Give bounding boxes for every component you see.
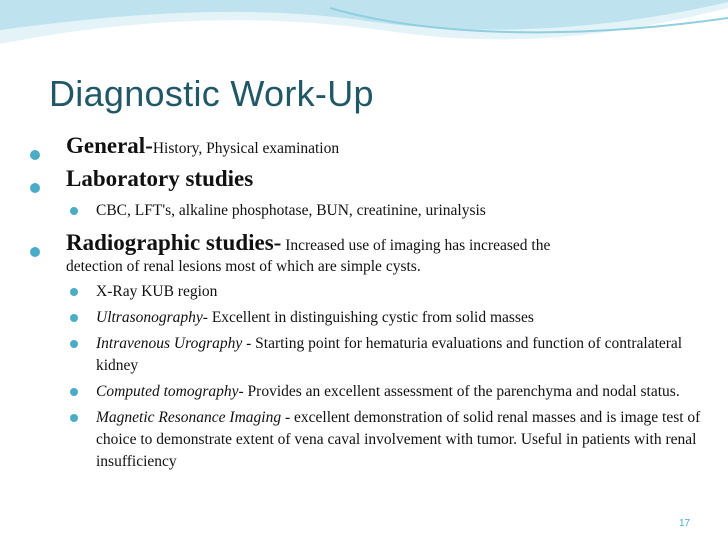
sub-bullet-term: Ultrasonography bbox=[96, 309, 203, 326]
bullet-radiographic bbox=[28, 230, 708, 256]
bullet-text-general: History, Physical examination bbox=[152, 140, 340, 157]
sub-bullet-icon bbox=[70, 207, 78, 215]
header-wave-decoration bbox=[0, 0, 728, 60]
sub-bullet-ultrasonography bbox=[70, 307, 708, 329]
bullet-icon bbox=[30, 247, 40, 257]
sub-bullet-term: Intravenous Urography bbox=[96, 335, 243, 352]
sub-bullet-text: CBC, LFT's, alkaline phosphotase, BUN, creatinine, urinalysis bbox=[96, 202, 486, 219]
sub-bullet-text: - Excellent in distinguishing cystic from solid masses bbox=[202, 309, 534, 326]
sub-bullet-text: X-Ray KUB region bbox=[96, 283, 218, 300]
bullet-list bbox=[28, 128, 708, 473]
sub-bullet-icon bbox=[70, 340, 78, 348]
sub-bullet-mri bbox=[70, 407, 708, 473]
bullet-general bbox=[28, 133, 708, 159]
sub-bullet-icon bbox=[70, 314, 78, 322]
sub-bullet-term: Computed tomography bbox=[96, 383, 239, 400]
sub-bullet-icon bbox=[70, 414, 78, 422]
bullet-heading-laboratory: Laboratory studies bbox=[66, 166, 254, 191]
sub-bullet-text: - Starting point for hematuria evaluations and function of contralateral kidney bbox=[96, 335, 683, 374]
bullet-text-radiographic-cont: detection of renal lesions most of which are simple cysts. bbox=[66, 258, 421, 275]
bullet-icon bbox=[30, 183, 40, 193]
bullet-heading-general: General- bbox=[66, 133, 153, 158]
sub-bullet-urography bbox=[70, 333, 708, 377]
sub-bullet-ct bbox=[70, 381, 708, 403]
bullet-laboratory bbox=[28, 166, 708, 192]
bullet-text-radiographic: Increased use of imaging has increased the bbox=[281, 237, 551, 254]
sub-bullet-term: Magnetic Resonance Imaging bbox=[96, 409, 282, 426]
bullet-icon bbox=[30, 150, 40, 160]
sub-bullet-text: - excellent demonstration of solid renal masses and is image test of choice to demonstrate extent of vena caval involvement with tumor. Useful in patients with renal insufficiency bbox=[96, 409, 701, 470]
sub-bullet-lab-tests bbox=[70, 200, 708, 222]
sub-bullet-text: - Provides an excellent assessment of the parenchyma and nodal status. bbox=[238, 383, 680, 400]
sub-bullet-icon bbox=[70, 288, 78, 296]
sub-bullet-xray bbox=[70, 281, 708, 303]
bullet-heading-radiographic: Radiographic studies- bbox=[66, 230, 282, 255]
slide-title: Diagnostic Work-Up bbox=[49, 73, 374, 114]
sub-bullet-icon bbox=[70, 388, 78, 396]
page-number: 17 bbox=[679, 518, 691, 529]
